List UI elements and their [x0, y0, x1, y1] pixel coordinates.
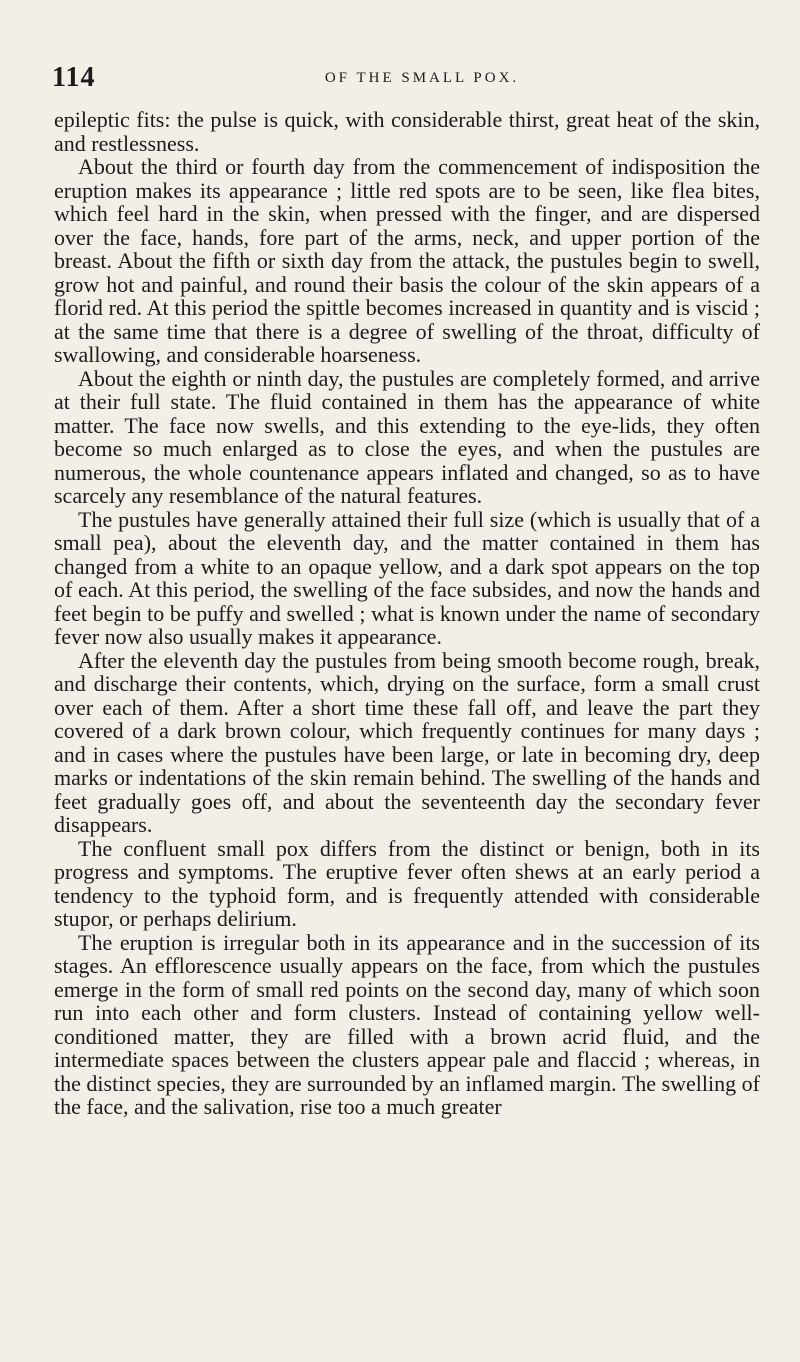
paragraph-confluent: The confluent small pox differs from the distinct or benign, both in its progress and symptoms. The eruptive fever often shews at an early period a tendency to the typhoid form, and is frequently attended with considerable stupor, or perhaps delirium. — [54, 835, 760, 931]
paragraph-eighth-day: About the eighth or ninth day, the pustules are completely formed, and arrive at their full state. The fluid contained in them has the appearance of white matter. The face now swells, and this extending to the eye-lids, they often become so much enlarged as to close the eyes, and when the pustules are numerous, the whole countenance appears inflated and changed, so as to have scarcely any resemblance of the natural features. — [54, 365, 760, 508]
running-head — [52, 62, 752, 94]
paragraph-full-size: The pustules have generally attained their full size (which is usually that of a small pea), about the eleventh day, and the matter contained in them has changed from a white to an opaque yellow, and a dark spot appears on the top of each. At this period, the swelling of the face subsides, and now the hands and feet begin to be puffy and swelled ; what is known under the name of secondary fever now also usually makes it appearance. — [54, 506, 760, 649]
body-text — [54, 108, 760, 1119]
paragraph-eleventh-day: After the eleventh day the pustules from being smooth become rough, break, and discharge their contents, which, drying on the surface, form a small crust over each of them. After a short time these fall off, and leave the part they covered of a dark brown colour, which frequently continues for many days ; and in cases where the pustules have been large, or late in becoming dry, deep marks or indentations of the skin remain behind. The swelling of the hands and feet gradually goes off, and about the seventeenth day the secondary fever disappears. — [54, 647, 760, 837]
running-title: OF THE SMALL POX. — [324, 70, 520, 86]
paragraph-continued: epileptic fits: the pulse is quick, with considerable thirst, great heat of the skin, and restlessness. — [54, 107, 760, 156]
paragraph-irregular-eruption: The eruption is irregular both in its appearance and in the succession of its stages. An efflorescence usually appears on the face, from which the pustules emerge in the form of small red points on the second day, many of which soon run into each other and form clusters. Instead of containing yellow well-conditioned matter, they are filled with a brown acrid fluid, and the intermediate spaces between the clusters appear pale and flaccid ; whereas, in the distinct species, they are surrounded by an inflamed margin. The swelling of the face, and the salivation, rise too a much greater — [54, 929, 760, 1119]
paragraph-eruption: About the third or fourth day from the commencement of indisposition the eruption makes its appearance ; little red spots are to be seen, like flea bites, which feel hard in the skin, when pressed with the finger, and are dispersed over the face, hands, fore part of the arms, neck, and upper portion of the breast. About the fifth or sixth day from the attack, the pustules begin to swell, grow hot and painful, and round their basis the colour of the skin appears of a florid red. At this period the spittle becomes increased in quantity and is viscid ; at the same time that there is a degree of swelling of the throat, difficulty of swallowing, and considerable hoarseness. — [54, 154, 760, 367]
page-number: 114 — [52, 62, 96, 93]
